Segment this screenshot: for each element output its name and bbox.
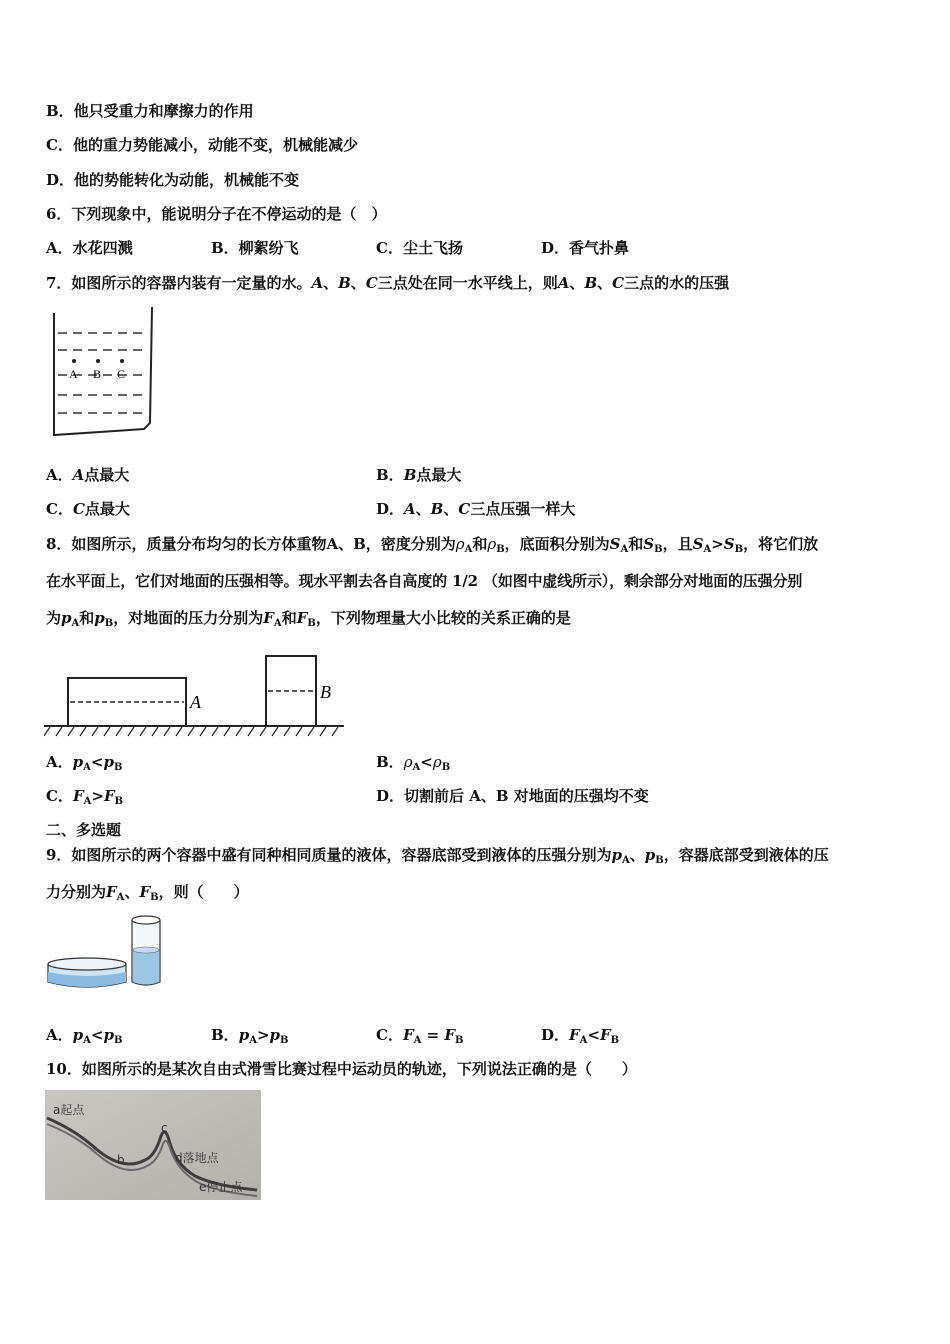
q7-option-d: D．A、B、C三点压强一样大 [376, 500, 576, 518]
q5-option-b: B．他只受重力和摩擦力的作用 [46, 102, 254, 120]
q8-blocks-figure [44, 650, 348, 742]
q9-stem-line1: 9．如图所示的两个容器中盛有同种相同质量的液体，容器底部受到液体的压强分别为$p_A$、$p_B$，容器底部受到液体的压 [46, 846, 829, 866]
point-c-dot [120, 359, 124, 363]
q7-option-a: A．A点最大 [46, 466, 130, 484]
q10-label-d: d落地点 [175, 1151, 219, 1165]
q6-stem: 6．下列现象中，能说明分子在不停运动的是（ ） [46, 205, 387, 223]
q8-option-d: D．切割前后 A、B 对地面的压强均不变 [376, 787, 649, 805]
q7-label-a: A [69, 367, 78, 381]
point-b-dot [96, 359, 100, 363]
q7-container-figure [46, 305, 160, 439]
q9-option-a: A．$p_A<p_B$ [46, 1026, 123, 1046]
q9-stem-line2: 力分别为$F_A$、$F_B$，则（ ） [46, 883, 249, 903]
q8-option-a: A．$p_A<p_B$ [46, 753, 123, 773]
q10-label-c: c [161, 1121, 168, 1135]
ground-hatching [44, 727, 338, 736]
q10-label-e: e停止点 [199, 1180, 243, 1194]
q9-containers-figure [44, 912, 170, 992]
q9-option-d: D．$F_A<F_B$ [541, 1026, 620, 1046]
q10-label-a: a起点 [53, 1103, 85, 1117]
q8-option-b: B．$\rho_A<\rho_B$ [376, 753, 451, 773]
q8-stem-line3: 为$p_A$和$p_B$，对地面的压力分别为$F_A$和$F_B$，下列物理量大小比较的关系正确的是 [46, 609, 571, 629]
q7-label-b: B [93, 367, 102, 381]
q7-option-b: B．B点最大 [376, 466, 462, 484]
point-a-dot [72, 359, 76, 363]
q8-option-c: C．$F_A>F_B$ [46, 787, 124, 807]
q9-option-c: C．$F_A = F_B$ [376, 1026, 464, 1046]
q8-label-b: B [320, 682, 331, 702]
q6-option-b: B．柳絮纷飞 [211, 239, 299, 257]
q6-option-c: C．尘土飞扬 [376, 239, 463, 257]
q7-stem: 7．如图所示的容器内装有一定量的水。A、B、C三点处在同一水平线上，则A、B、C三点的水的压强 [46, 274, 730, 292]
q10-stem: 10．如图所示的是某次自由式滑雪比赛过程中运动员的轨迹，下列说法正确的是（ ） [46, 1060, 637, 1078]
q8-stem-line1: 8．如图所示，质量分布均匀的长方体重物A、B，密度分别为$\rho_A$和$\rho_B$，底面积分别为$S_A$和$S_B$，且$S_A>S_B$，将它们放 [46, 535, 819, 555]
q6-option-a: A．水花四溅 [46, 239, 133, 257]
q10-label-b: b [117, 1153, 125, 1167]
q9-option-b: B．$p_A>p_B$ [211, 1026, 289, 1046]
q8-stem-line2: 在水平面上，它们对地面的压强相等。现水平割去各自高度的 1/2 （如图中虚线所示），剩余部分对地面的压强分别 [46, 572, 803, 590]
q7-option-c: C．C点最大 [46, 500, 130, 518]
section-title-multiple-choice: 二、多选题 [46, 821, 122, 839]
q5-option-c: C．他的重力势能减小，动能不变，机械能减少 [46, 136, 358, 154]
q7-label-c: C [117, 367, 126, 381]
q5-option-d: D．他的势能转化为动能，机械能不变 [46, 171, 300, 189]
q8-label-a: A [190, 692, 201, 712]
q6-option-d: D．香气扑鼻 [541, 239, 630, 257]
q10-ski-track-photo [45, 1090, 261, 1200]
